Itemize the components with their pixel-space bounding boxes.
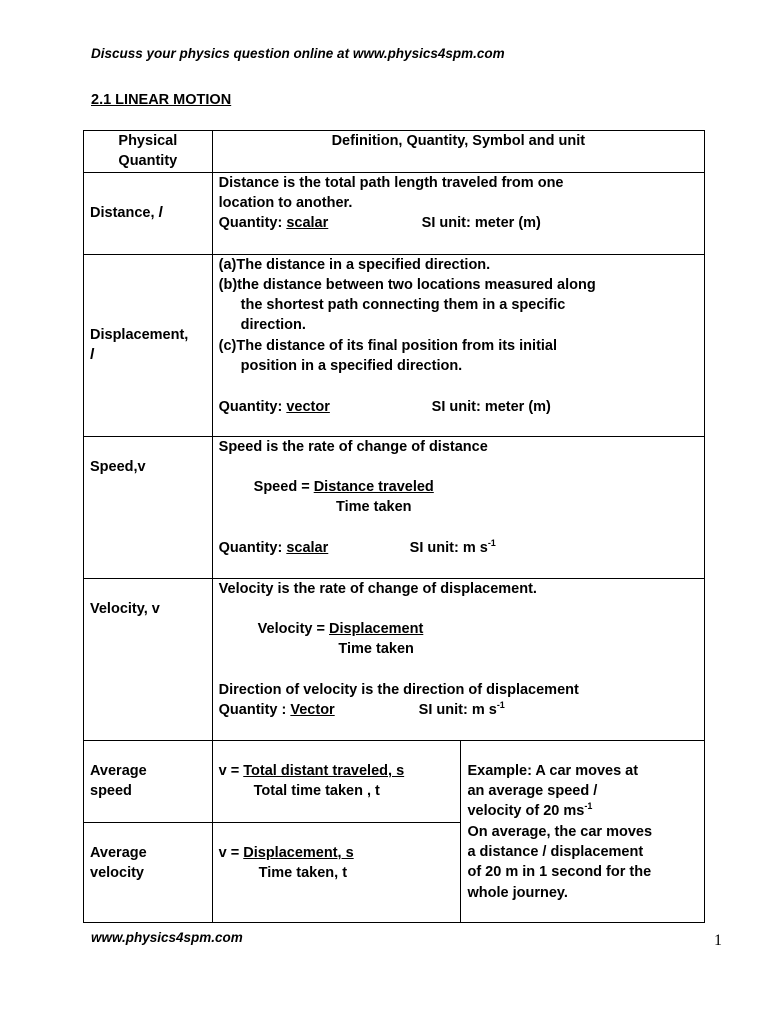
table-row-displacement bbox=[84, 254, 705, 436]
table-row-speed bbox=[84, 436, 705, 578]
table-row-velocity bbox=[84, 578, 705, 740]
table-row-distance bbox=[84, 172, 705, 254]
definition-displacement: (a)The distance in a specified direction. (b)the distance between two locations measured along the shortest path connecting them in a specific direction. (c)The distance of its final position from its initial position in a specified direction. Quantity: vector SI unit: meter (m) bbox=[212, 254, 704, 436]
speed-formula: Speed = $\frac{\text{Distance traveled}}{\text{Time taken}}$ bbox=[253, 479, 434, 516]
header-physical-quantity: Physical Quantity bbox=[84, 131, 213, 173]
definition-speed: Speed is the rate of change of distance Speed = $\frac{\text{Distance traveled}}{\text{Time taken}}$ Quantity: scalar SI unit: m $s^{-1}$ bbox=[212, 436, 704, 578]
definition-velocity: Velocity is the rate of change of displacement. Velocity = $\frac{\text{Displacement}}{\text{Time taken}}$ Direction of velocity is the direction of displacement Quantity : Vector SI unit: m $s^{-1}$ bbox=[212, 578, 704, 740]
label-distance: Distance, l bbox=[84, 172, 213, 254]
page-footer-url: www.physics4spm.com bbox=[91, 930, 243, 945]
velocity-formula: Velocity = $\frac{\text{Displacement}}{\text{Time taken}}$ bbox=[257, 621, 424, 658]
example-box: Example: A car moves at an average speed / velocity of 20 $ms^{-1}$ On average, the car moves a distance / displacement of 20 m in 1 second for the whole journey. bbox=[461, 740, 705, 922]
formula-average-speed: v = Total distant traveled, s Total time taken , t bbox=[212, 740, 461, 822]
page-number: 1 bbox=[714, 932, 722, 949]
label-velocity: Velocity, v bbox=[84, 578, 213, 740]
definition-distance: Distance is the total path length traveled from one location to another. Quantity: scalar SI unit: meter (m) bbox=[212, 172, 704, 254]
label-average-velocity: Average velocity bbox=[84, 822, 213, 922]
header-definition: Definition, Quantity, Symbol and unit bbox=[212, 131, 704, 173]
definitions-table bbox=[83, 130, 705, 923]
page-header: Discuss your physics question online at www.physics4spm.com bbox=[91, 46, 505, 61]
section-title: 2.1 LINEAR MOTION bbox=[91, 92, 232, 108]
formula-average-velocity: v = Displacement, s Time taken, t bbox=[212, 822, 461, 922]
label-displacement: Displacement, l bbox=[84, 254, 213, 436]
table-header-row bbox=[84, 131, 705, 173]
label-speed: Speed,v bbox=[84, 436, 213, 578]
table-row-average-speed bbox=[84, 740, 705, 822]
label-average-speed: Average speed bbox=[84, 740, 213, 822]
